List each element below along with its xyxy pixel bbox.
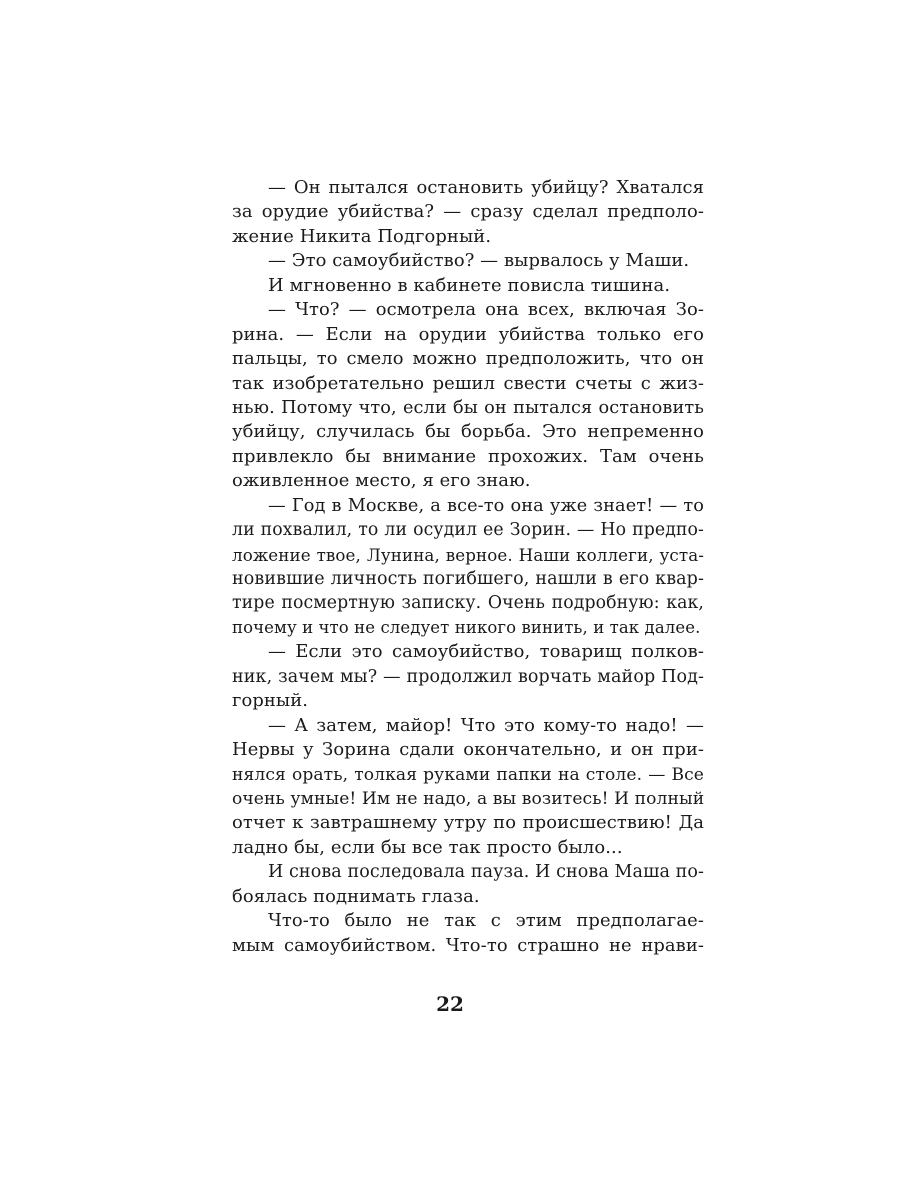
text-line: боялась поднимать глаза. [232,885,480,907]
text-line: оживленное место, я его знаю. [232,470,531,492]
text-line: горный. [232,690,309,712]
body-text [232,176,704,958]
text-line: тире посмертную записку. Очень подробную: как, [232,593,704,614]
text-line: И снова последовала пауза. И снова Маша по- [268,862,705,883]
page-number: 22 [436,992,464,1016]
text-line: очень умные! Им не надо, а вы возитесь! И полный [232,788,705,809]
text-line: нью. Потому что, если бы он пытался остановить [232,397,704,418]
text-line: И мгновенно в кабинете повисла тишина. [268,274,671,296]
text-line: за орудие убийства? — сразу сделал предполо- [232,201,704,223]
text-line: новившие личность погибшего, нашли в его квар- [232,569,704,589]
text-line: отчет к завтрашнему утру по происшествию! Да [232,812,704,834]
text-line: нялся орать, толкая руками папки на столе. — Все [232,764,704,785]
text-line: привлекло бы внимание прохожих. Там очень [232,445,704,467]
text-line: — Год в Москве, а все-то она уже знает! — то [268,495,704,516]
text-line: почему и что не следует никого винить, и так далее. [232,617,701,637]
text-line: мым самоубийством. Что-то страшно не нрави- [232,934,704,956]
text-line: Что-то было не так с этим предполагае- [268,910,704,932]
text-line: ли похвалил, то ли осудил ее Зорин. — Но предпо- [232,520,704,541]
text-line: ладно бы, если бы все так просто было... [232,836,623,858]
text-line: рина. — Если на орудии убийства только его [232,323,704,345]
text-line: ложение твое, Лунина, верное. Наши коллеги, уста- [232,544,704,565]
text-line: — Что? — осмотрела она всех, включая Зо- [268,299,704,321]
text-line: так изобретательно решил свести счеты с жиз- [232,372,704,394]
text-line: пальцы, то смело можно предположить, что он [232,348,704,370]
text-line: — Если это самоубийство, товарищ полков- [268,641,704,663]
text-line: — А затем, майор! Что это кому-то надо! — [268,714,704,736]
text-line: убийцу, случилась бы борьба. Это непременно [232,421,704,443]
text-line: — Это самоубийство? — вырвалось у Маши. [268,250,690,272]
text-line: Нервы у Зорина сдали окончательно, и он при- [232,739,704,761]
text-line: — Он пытался остановить убийцу? Хватался [268,177,704,198]
text-line: ник, зачем мы? — продолжил ворчать майор Под- [232,666,704,687]
text-line: жение Никита Подгорный. [232,225,492,247]
